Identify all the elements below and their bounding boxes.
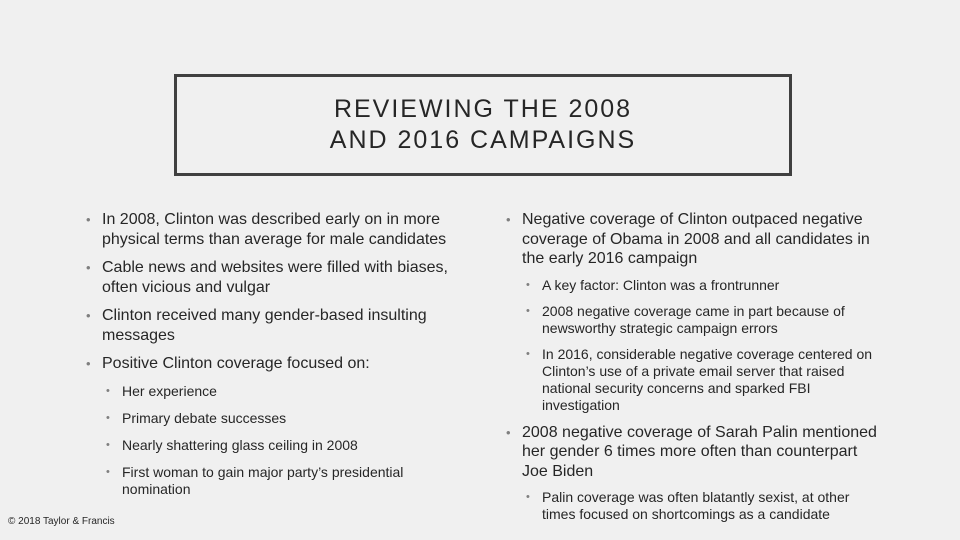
- left-bullet-4: • Positive Clinton coverage focused on:: [86, 354, 458, 374]
- right-sub-bullet-2: • 2008 negative coverage came in part because of newsworthy strategic campaign errors: [506, 303, 886, 337]
- right-bullet-2: • 2008 negative coverage of Sarah Palin mentioned her gender 6 times more often than counterpart Joe Biden: [506, 423, 886, 482]
- left-column: [86, 210, 458, 508]
- left-sub-bullet-3: • Nearly shattering glass ceiling in 2008: [86, 437, 458, 454]
- left-sub-bullet-1: • Her experience: [86, 383, 458, 400]
- right-sub-bullet-3: • In 2016, considerable negative coverage centered on Clinton’s use of a private email server that raised national security concerns and sparked FBI investigation: [506, 346, 886, 414]
- left-bullet-2: • Cable news and websites were filled with biases, often vicious and vulgar: [86, 258, 458, 297]
- slide-title: [330, 94, 636, 156]
- left-sub-bullet-4: • First woman to gain major party’s presidential nomination: [86, 464, 458, 498]
- title-line-2: AND 2016 CAMPAIGNS: [329, 126, 637, 154]
- right-bullet-list: [506, 210, 886, 523]
- title-line-1: REVIEWING THE 2008: [333, 95, 633, 123]
- left-bullet-1: • In 2008, Clinton was described early on in more physical terms than average for male candidates: [86, 210, 458, 249]
- right-sub-bullet-4: • Palin coverage was often blatantly sexist, at other times focused on shortcomings as a candidate: [506, 489, 886, 523]
- right-sub-bullet-1: • A key factor: Clinton was a frontrunner: [506, 277, 886, 294]
- right-column: [506, 210, 886, 532]
- right-bullet-1: • Negative coverage of Clinton outpaced negative coverage of Obama in 2008 and all candidates in the early 2016 campaign: [506, 210, 886, 269]
- left-bullet-list: [86, 210, 458, 498]
- left-bullet-3: • Clinton received many gender-based insulting messages: [86, 306, 458, 345]
- copyright-notice: © 2018 Taylor & Francis: [8, 516, 115, 527]
- left-sub-bullet-2: • Primary debate successes: [86, 410, 458, 427]
- title-box: [174, 74, 792, 176]
